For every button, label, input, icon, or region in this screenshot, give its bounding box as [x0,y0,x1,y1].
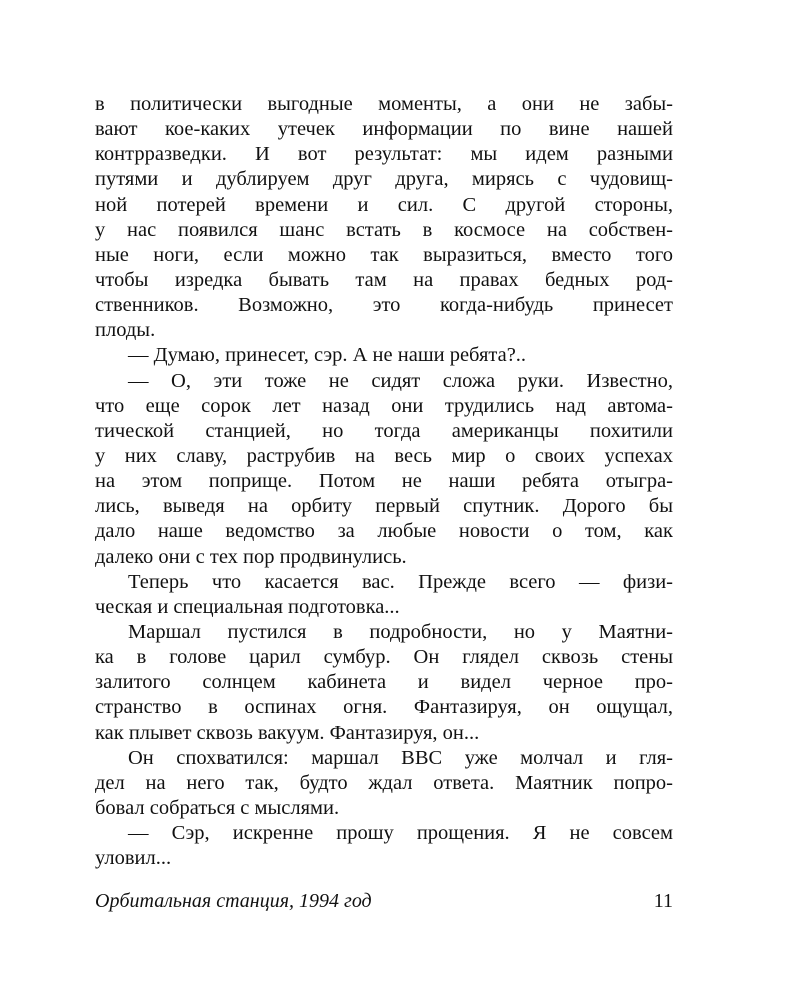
text-line: как плывет сквозь вакуум. Фантазируя, он... [95,721,480,744]
text-line: ка в голове царил сумбур. Он глядел сквозь стены [95,646,673,669]
text-line: ческая и специальная подготовка... [95,595,400,618]
text-line: дало наше ведомство за любые новости о том, как [95,520,673,543]
text-line: ной потерей времени и сил. С другой стороны, [95,193,673,216]
book-page-body [95,92,673,871]
text-line: вают кое-каких утечек информации по вине нашей [95,118,673,141]
text-line: контрразведки. И вот результат: мы идем разными [95,143,673,166]
text-line: далеко они с тех пор продвинулись. [95,545,407,568]
dialogue-line: — Сэр, искренне прошу прощения. Я не совсем [128,822,673,845]
text-line: бовал собраться с мыслями. [95,796,340,819]
text-line: дел на него так, будто ждал ответа. Маятник попро- [95,771,673,794]
text-line: путями и дублируем друг друга, мирясь с чудовищ- [95,168,673,191]
text-line: лись, выведя на орбиту первый спутник. Дорого бы [95,495,673,518]
text-line: залитого солнцем кабинета и видел черное про- [95,671,673,694]
text-line: плоды. [95,319,156,342]
paragraph-first-line: Маршал пустился в подробности, но у Маятни- [128,620,673,643]
text-line: уловил... [95,847,172,870]
text-line: у нас появился шанс встать в космосе на собствен- [95,218,673,241]
dialogue-line: — Думаю, принесет, сэр. А не наши ребята?.. [128,344,527,367]
paragraph-first-line: Теперь что касается вас. Прежде всего — физи- [128,570,673,593]
text-line: в политически выгодные моменты, а они не забы- [95,93,673,115]
text-line: странство в оспинах огня. Фантазируя, он ощущал, [95,696,673,719]
dialogue-line: — О, эти тоже не сидят сложа руки. Известно, [128,369,673,392]
running-title: Орбитальная станция, 1994 год [95,890,372,912]
text-line: чтобы изредка бывать там на правах бедных род- [95,268,673,291]
text-line: на этом поприще. Потом не наши ребята отыгра- [95,470,673,493]
text-line: ные ноги, если можно так выразиться, вместо того [95,243,673,266]
text-line: тической станцией, но тогда американцы похитили [95,419,673,442]
text-line: у них славу, раструбив на весь мир о своих успехах [95,444,673,467]
paragraph-first-line: Он спохватился: маршал ВВС уже молчал и гля- [128,746,673,769]
text-line: что еще сорок лет назад они трудились над автома- [95,394,673,417]
text-line: ственников. Возможно, это когда-нибудь принесет [95,294,673,317]
page-number: 11 [653,890,673,912]
